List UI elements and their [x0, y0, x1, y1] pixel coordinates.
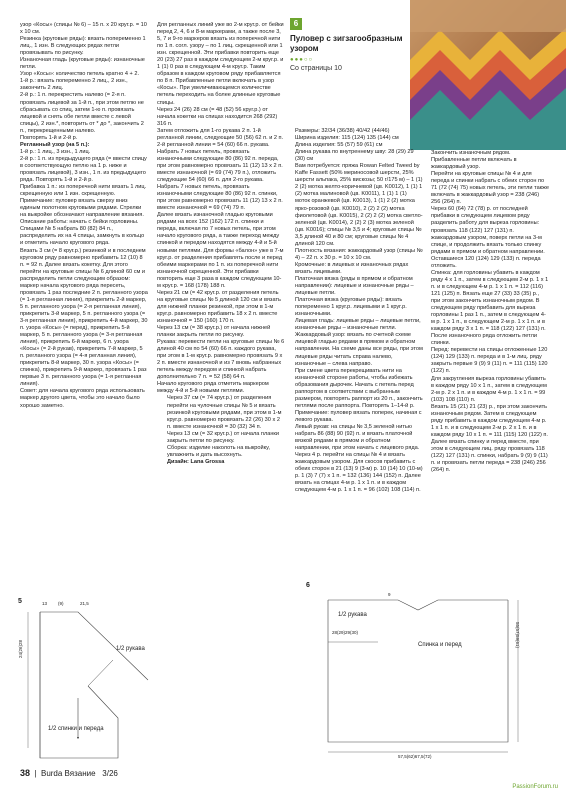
- paragraph: Примечание: пуловер вязать поперек, начиная с левого рукава.: [295, 409, 422, 423]
- dim-label: 28(29)29(30): [332, 630, 359, 635]
- paragraph: Прибавка 1 п.: из поперечной нити вязать 1 лиц. скрещенную или 1 изн. скрещенную.: [20, 184, 147, 198]
- paragraph: Перейти на круговые спицы № 4 и для переда и спинки набрать с обеих сторон по 71 (72 (74) 75) новых петель, эти петли также включать в жаккардовый узор = 238 (246) 256 (264) п.: [431, 171, 549, 206]
- journal-name: Burda Вязание: [40, 769, 96, 778]
- paragraph: Через 21 см (= 42 круг.р. от разделения петель на круговые спицы № 5 длиной 120 см и вязать для нижней планки резинкой, при этом в 1-м круг.р. равномерно прибавить 18 х 2 п. вместе изнаночной = 150 (160) 170 п.: [157, 289, 281, 324]
- dim-label: 55(57)59(61): [515, 622, 520, 649]
- sweater-photo: [410, 0, 566, 150]
- issue-number: 3/26: [102, 769, 118, 778]
- paragraph: При смене цвета перекрещивать нити на изнаночной стороне работы, чтобы избежать образования дырочек. Начать с петель перед раппортом в соответствии с выбранным размером, повторять раппорт из 20 п., закончить петлями после раппорта. Повторять 1–14-й р.: [295, 367, 423, 409]
- paragraph: Для закругления выреза горловины убавить в каждом ряду 10 х 1 п., затем в следующем 2-м р. 2 х 1 п. и в каждом 4-м р. 1 х 1 п. = 99 (103) 108 (110) п.: [431, 375, 547, 403]
- text-column-2: [157, 22, 285, 466]
- schematic-figure-6: [298, 582, 548, 762]
- text-column-3: [295, 128, 423, 494]
- dim-label: 9: [388, 592, 391, 597]
- dim-label: 21,5: [80, 601, 89, 606]
- paragraph: Жаккардовый узор: вязать по счетной схеме лицевой гладью рядами в прямом и обратном направлении. На схеме даны все ряды, при этом лицевые ряды читать справа налево, изнаночные – слева направо.: [295, 332, 423, 367]
- paragraph: Описание работы: начать с бейки горловины. Спицами № 5 набрать 80 (82) 84 п., распределить их на 4 спицы, замкнуть в кольцо и отметить начало кругового ряда.: [20, 219, 145, 247]
- paragraph: Дизайн: Lana Grossa: [167, 458, 225, 465]
- dim-label: 13: [42, 601, 48, 606]
- paragraph: Размеры: 32/34 (36/38) 40/42 (44/46): [295, 128, 390, 134]
- paragraph: Лицевая гладь: лицевые ряды – лицевые петли, изнаночные ряды – изнаночные петли.: [295, 318, 421, 332]
- paragraph: Сборка: изделие наколоть на выкройку, увлажнить и дать высохнуть.: [167, 444, 270, 458]
- paragraph: Рукава: перевести петли на круговые спицы № 6 длиной 40 см по 54 (60) 66 п. каждого рукава, при этом в 1-м круг.р. равномерно провязать 9 х 2 п. вместе изнаночной и из 7 вновь набранных петель между передом и спинкой набрать дополнительно 7 п. = 52 (58) 64 п.: [157, 339, 285, 381]
- sleeve-label: 1/2 рукава: [116, 646, 145, 652]
- body-label: Спинка и перед: [418, 642, 462, 648]
- paragraph: Начало кругового ряда отметить маркером между 4-й и 5-й новыми петлями.: [157, 381, 269, 395]
- dim-label: (9): [58, 601, 64, 606]
- paragraph: Ширина изделия: 115 (124) 135 (144) см: [295, 135, 399, 142]
- paragraph: Плотность вязания: жаккардовый узор (спицы № 4) – 22 п. х 30 р. = 10 х 10 см.: [295, 247, 423, 261]
- paragraph: Для регланных линий уже во 2-м круг.р. от бейки перед 2, 4, 6 и 8-м маркерами, а также после 3, 5, 7 и 9-го маркеров вязать из поперечной нити по 1 п. согл. узору – по 1 лиц. скрещенной или 1 изн. скрещенной. Эти прибавки повторить еще 20 (23) 27 раз в каждом следующем 2-м круг.р. и 1 (1) 0 раз в следующем 4-м круг.р. Таким образом в каждом круговом ряду прибавляется по 8 п. Прибавленные петли включать в узор «Косы». При увеличивающемся количестве петель переходить на более длинные круговые спицы.: [157, 22, 284, 106]
- schematic-figure-5: [18, 598, 158, 766]
- paragraph: Длина изделия: 55 (57) 59 (61) см: [295, 142, 383, 149]
- paragraph: Через 60 (64) 72 (78) р. от последней прибавки в следующем лицевом ряду разделить работу для выреза горловины: провязать 118 (122) 127 (131) п. жаккардовым узором, поверх петли на 3-м спице, и продолжить вязать только спинку рядами в прямом и обратном направлении.: [431, 206, 545, 255]
- paragraph: Перед: перевести на спицы отложенные 120 (124) 129 (133) п. переда и в 1-м лиц. ряду закрыть первые 9 (9) 9 (11) п. = 111 (115) 120 (122) п.: [431, 347, 548, 375]
- paragraph: Платочная вязка (круговые ряды): вязать попеременно 1 круг.р. лицевыми и 1 круг.р. изнаночными.: [295, 297, 407, 318]
- page-footer: 38 | Burda Вязание 3/26: [20, 768, 118, 778]
- figure-label: 6: [306, 582, 310, 589]
- body-label: 1/2 спинки и переда: [48, 726, 104, 732]
- dim-label: 24(26)28: [18, 639, 23, 658]
- pattern-title: Пуловер с зигзагообразным узором: [290, 34, 403, 53]
- page-reference: Со страницы 10: [290, 65, 342, 72]
- figure-label: 5: [18, 598, 22, 605]
- paragraph: Изнаночная гладь (круговые ряды): изнаночные петли.: [20, 57, 145, 71]
- paragraph: 2-й р.: 1 п. из предыдущего ряда (= ввести спицу в соответствующую петлю на 1 р. ниже и провязать лицевой), 3 изн., 1 п. из предыдущего ряда. Повторять 1-й и 2-й р.: [20, 155, 147, 184]
- paragraph: Далее вязать изнаночной гладью круговыми рядами на всех 152 (162) 172 п. спинки и переда, включая по 7 новых петель, при этом начало кругового ряда, а также переход между спинкой и передом находятся между 4-й и 5-й новыми петлями. Для формы «балон» уже в 7-м круг.р. от разделения прибавлять после и перед обеими маркерами по 1 п. из поперечной нити изнаночной скрещенной. Эти прибавки повторить еще 3 раза в каждом следующем 10-м круг.р. = 168 (178) 188 п.: [157, 212, 284, 289]
- watermark: PassionForum.ru: [512, 784, 558, 790]
- dim-label: 57,5(62)67,5(72): [398, 754, 432, 759]
- paragraph: Примечание: пуловер вязать сверху вниз единым полотном круговыми рядами. Стрелки на выкройке обозначают направление вязания.: [20, 198, 144, 219]
- difficulty-rating: ●●●○○: [290, 57, 314, 63]
- paragraph: Закончить изнаночным рядом. Прибавленные петли включать в жаккардовый узор.: [431, 150, 517, 171]
- paragraph: 2-й р.: 1 п. перекрестить налево (= 2-я п. провязать лицевой за 1-й п., при этом петлю не сбрасывать со спиц, затем 1-ю п. провязать лицевой и снять обе петли вместе с левой спицы), 2 изн.*, повторить от * до *, закончить 2 п., перекрещенными налево.: [20, 92, 144, 134]
- pattern-number: 6: [290, 18, 302, 30]
- paragraph: 1-й р.: 1 лиц., 3 изн., 1 лиц.: [20, 148, 91, 155]
- paragraph: Спинка: для горловины убавить в каждом ряду 4 х 1 п., затем в следующем 2-м р. 1 х 1 п. и в следующем 4-м р. 1 х 1 п. = 112 (116) 121 (125) п. Вязать еще 27 (33) 33 (35) р., при этом закончить изнаночным рядом. В следующем ряду прибавить для выреза горловины 1 раз 1 п., затем в следующем 4-м р. 1 х 1 п., в следующем 2-м р. 1 х 1 п. и в каждом ряду 3 х 1 п. = 118 (122) 127 (131) п. После изнаночного ряда отложить петли спинки.: [431, 269, 549, 347]
- paragraph: 1-й р.: вязать попеременно 2 лиц., 2 изн., закончить 2 лиц.: [20, 78, 128, 92]
- paragraph: Платочная вязка (ряды в прямом и обратном направлении): лицевые и изнаночные ряды – лицевые петли.: [295, 275, 414, 297]
- paragraph: Левый рукав: на спицы № 3,5 зеленой нитью набрать 86 (88) 90 (92) п. и вязать платочной вязкой рядами в прямом и обратном направлении, при этом начать с лицевого ряда.: [295, 423, 420, 452]
- sleeve-label: 1/2 рукава: [338, 612, 367, 618]
- paragraph: Узор «Косы»: количество петель кратно 4 + 2.: [20, 71, 140, 78]
- text-column-1: [20, 22, 148, 410]
- paragraph: Через 13 см (= 32 круг.р.) от начала планки закрыть петли по рисунку.: [167, 430, 279, 444]
- paragraph: Вязать 15 (21) 21 (23) р., при этом закончить изнаночным рядом. Затем в следующем ряду прибавить в каждом следующем 4-м р. 1 х 1 п. и в следующем 2-м р. 2 х 1 п. и в каждом ряду 10 х 1 п. = 111 (115) 120 (122) п.: [431, 403, 548, 438]
- paragraph: Длина рукава по внутреннему шву: 28 (29) 29 (30) см: [295, 149, 414, 163]
- paragraph: Через 4 р. перейти на спицы № 4 и вязать жаккардовым узором. Для скосов прибавить с обеих сторон в 21 (13) 9 (3-м) р. 10 (14) 10 (10-м) р. 1 (3) 7 (7) х 1 п. = 132 (136) 144 (152) п. Далее вязать на спицах 4-м р. 1 х 1 п. и в каждом следующем 4-м р. 1 х 1 п. = 96 (102) 108 (114) п.: [295, 452, 423, 494]
- paragraph: узор «Косы» (спицы № 6) – 15 п. х 20 круг.р. = 10 х 10 см.: [20, 22, 147, 36]
- paragraph: Через 24 (26) 28 см (= 48 (52) 56 круг.р.) от начала кокетки на спицах находится 268 (292) 316 п.: [157, 106, 278, 127]
- paragraph: Оставшиеся 120 (124) 129 (133) п. переда отложить.: [431, 255, 541, 269]
- paragraph: Вязать 3 см (= 8 круг.р.) резинкой и в последнем круговом ряду равномерно прибавить 12 (10) 8 п. = 92 п. Далее вязать кокетку. Для этого перейти на круговые спицы № 6 длиной 60 см и распределить петли следующим образом: маркер начала кругового ряда пересеть, провязать 1 раз последние 2 п. регланного узора (= 1-я регланная линия), прикрепить 2-й маркер, 5 п. регланного узора (= 2-я регланная линия), прикрепить 3-й маркер, 5 п. регланного узора (= 3-я регланная линия), прикрепить 4-й маркер, 30 п. узора «Косы» (= перед), прикрепить 5-й маркер, 5 п. регланного узора (= 3-я регланная линия), прикрепить 6-й маркер, 6 п. узора «Косы» (= 2-й рукав), прикрепить 7-й маркер, 5 п. регланного узора (= 4-я регланная линия), прикрепить 8-й маркер, 30 п. узора «Косы» (= спинка), прикрепить 9-й маркер, провязать 1 раз первые 3 п. регланного узора (= 1-я регланная линия).: [20, 247, 148, 388]
- paragraph: Совет: для начала кругового ряда использовать маркер другого цвета, чтобы это начало было хорошо заметно.: [20, 388, 145, 409]
- paragraph: Резинка (круговые ряды): вязать попеременно 1 лиц., 1 изн. В следующих рядах петли провязывать по рисунку.: [20, 36, 146, 57]
- text-column-4: [431, 150, 549, 474]
- paragraph: Набрать 7 новых петель, провязать изнаночными следующие 80 (86) 92 п. спинки, при этом равномерно провязать 11 (12) 13 х 2 п. вместе изнаночной = 69 (74) 79 п.: [157, 184, 283, 212]
- paragraph: Через 37 см (= 74 круг.р.) от разделения перейти на чулочные спицы № 5 и вязать резинкой круговыми рядами, при этом в 1-м круг.р. равномерно провязать 22 (26) 30 х 2 п. вместе изнаночной = 30 (32) 34 п.: [167, 395, 282, 430]
- pattern-header: [290, 18, 408, 72]
- paragraph: Далее вязать спинку и перед вместе, при этом в следующем лиц. ряду провязать 118 (122) 127 (131) п. спинки, набрать 9 (9) 9 (11) п. и провязать петли переда = 238 (246) 256 (264) п.: [431, 438, 548, 474]
- paragraph: Повторять 1-й и 2-й р.: [20, 134, 78, 141]
- paragraph: Через 13 см (= 38 круг.р.) от начала нижней планки закрыть петли по рисунку.: [157, 325, 271, 339]
- page-number: 38: [20, 768, 31, 778]
- paragraph: Кромочные: в лицевых и изнаночных рядах вязать лицевыми.: [295, 261, 409, 275]
- paragraph: Затем отложить для 1-го рукава 2 п. 1-й регланной линии, следующие 50 (56) 62 п. и 2 п. 2-й регланной линии = 54 (60) 66 п. рукава. Набрать 7 новых петель, провязать изнаночными следующие 80 (86) 92 п. переда, при этом равномерно провязать 11 (12) 13 х 2 п. вместе изнаночной (= 69 (74) 79 п.), отложить следующие 54 (60) 66 п. для 2-го рукава.: [157, 127, 284, 184]
- paragraph: Вам потребуется: пряжа Rowan Felted Tweed by Kaffe Fassett (50% мериносовой шерсти, 25% шерсти альпака, 25% вискозы; 50 г/175 м) – 1 (1) 2 (2) мотка желто-коричневой (цв. K0012), 1 (1) 1 (2) мотка малиновой (цв. K0011), 1 (1) 1 (1) моток оранжевой (цв. K0013), 1 (1) 2 (2) мотка ярко-розовой (цв. K0010), 2 (2) 2 (2) мотка фиолетовой (цв. K0015), 2 (2) 2 (2) мотка светло-зеленой (цв. K0014), 2 (2) 2 (3) мотка зеленой (цв. K0016); спицы № 3,5 и 4; круговые спицы № 3,5 длиной 40 и 80 см; круговые спицы № 4 длиной 120 см.: [295, 163, 423, 247]
- paragraph: Регланный узор (на 5 п.):: [20, 141, 90, 148]
